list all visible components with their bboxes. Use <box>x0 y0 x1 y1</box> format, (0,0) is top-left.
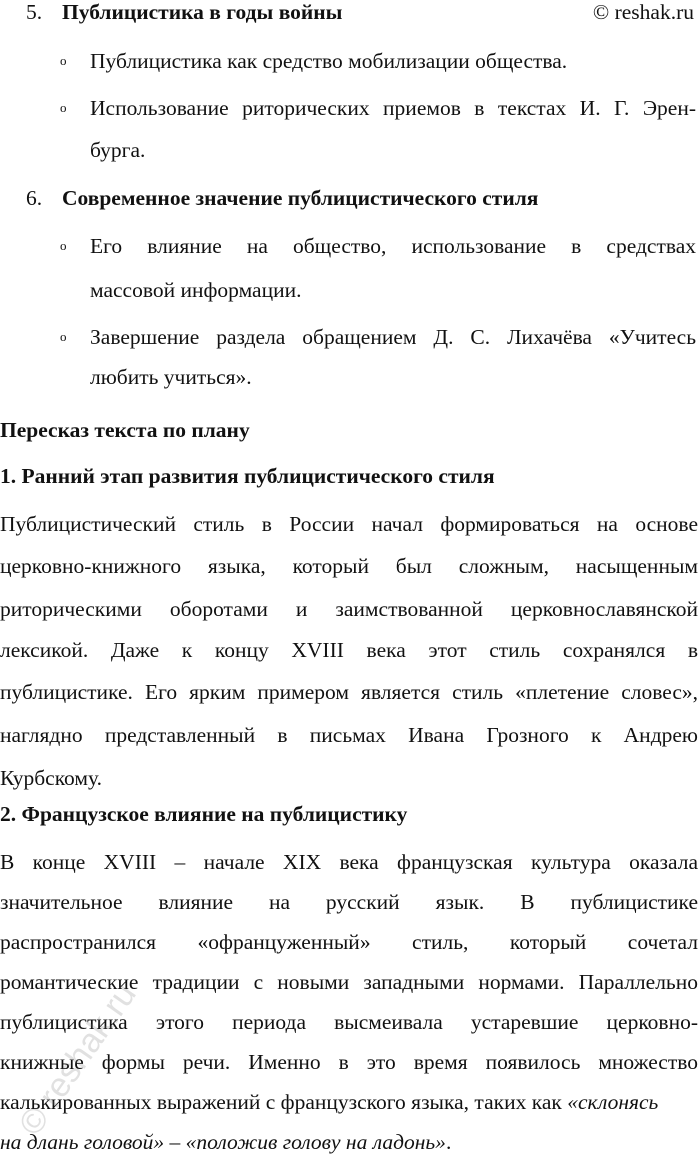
paragraph-line: наглядно представленный в письмах Ивана Грозного к Андрею <box>0 723 698 747</box>
paragraph-line: Публицистический стиль в России начал формироваться на основе <box>0 512 698 536</box>
paragraph-line: лексикой. Даже к концу XVIII века этот стиль сохранялся в <box>0 638 698 662</box>
copyright-label: © reshak.ru <box>592 0 694 24</box>
bullet-text: Публицистика как средство мобилизации общества. <box>90 49 568 73</box>
paragraph-line: распространился «офранцуженный» стиль, который сочетал <box>0 930 698 954</box>
section-heading: 1. Ранний этап развития публицистического стиля <box>0 464 495 488</box>
paragraph-line: публицистика этого периода высмеивала устаревшие церковно- <box>0 1010 698 1034</box>
item-number: 6. <box>26 186 43 210</box>
paragraph-line: риторическими оборотами и заимствованной церковнославянской <box>0 597 698 621</box>
paragraph-line: значительное влияние на русский язык. В публицистике <box>0 890 698 914</box>
bullet-icon: o <box>60 53 67 68</box>
line-text: калькированных выражений с французского языка, таких как <box>0 1090 568 1114</box>
retelling-heading: Пересказ текста по плану <box>0 418 250 442</box>
item-title: Публицистика в годы войны <box>62 0 343 24</box>
section-heading: 2. Французское влияние на публицистику <box>0 802 408 826</box>
paragraph-line: публицистике. Его ярким примером является стиль «плетение словес», <box>0 680 698 704</box>
bullet-icon: o <box>60 100 67 115</box>
paragraph-line <box>0 1129 451 1155</box>
item-title: Современное значение публицистического стиля <box>62 186 539 210</box>
paragraph-line: романтические традиции с новыми западными нормами. Параллельно <box>0 970 698 994</box>
bullet-icon: o <box>60 329 67 344</box>
paragraph-line: В конце XVIII – начале XIX века французская культура оказала <box>0 850 698 874</box>
italic-quote: на длань головой» – «положив голову на ладонь» <box>0 1130 446 1154</box>
paragraph-line: Курбскому. <box>0 766 102 790</box>
italic-quote: «склонясь <box>567 1090 659 1114</box>
bullet-icon: o <box>60 238 67 253</box>
bullet-text: Завершение раздела обращением Д. С. Лихачёва «Учитесь <box>90 325 696 349</box>
line-text: . <box>445 1130 452 1154</box>
watermark: © reshak.ru <box>11 976 144 1143</box>
paragraph-line <box>0 1089 698 1115</box>
bullet-text: массовой информации. <box>90 278 302 302</box>
bullet-text: бурга. <box>90 138 146 162</box>
paragraph-line: церковно-книжного языка, который был сложным, насыщенным <box>0 554 698 578</box>
item-number: 5. <box>26 0 43 24</box>
bullet-text: любить учиться». <box>90 365 252 389</box>
bullet-text: Использование риторических приемов в текстах И. Г. Эрен- <box>90 96 696 120</box>
paragraph-line: книжные формы речи. Именно в это время появилось множество <box>0 1050 698 1074</box>
bullet-text: Его влияние на общество, использование в средствах <box>90 234 696 258</box>
